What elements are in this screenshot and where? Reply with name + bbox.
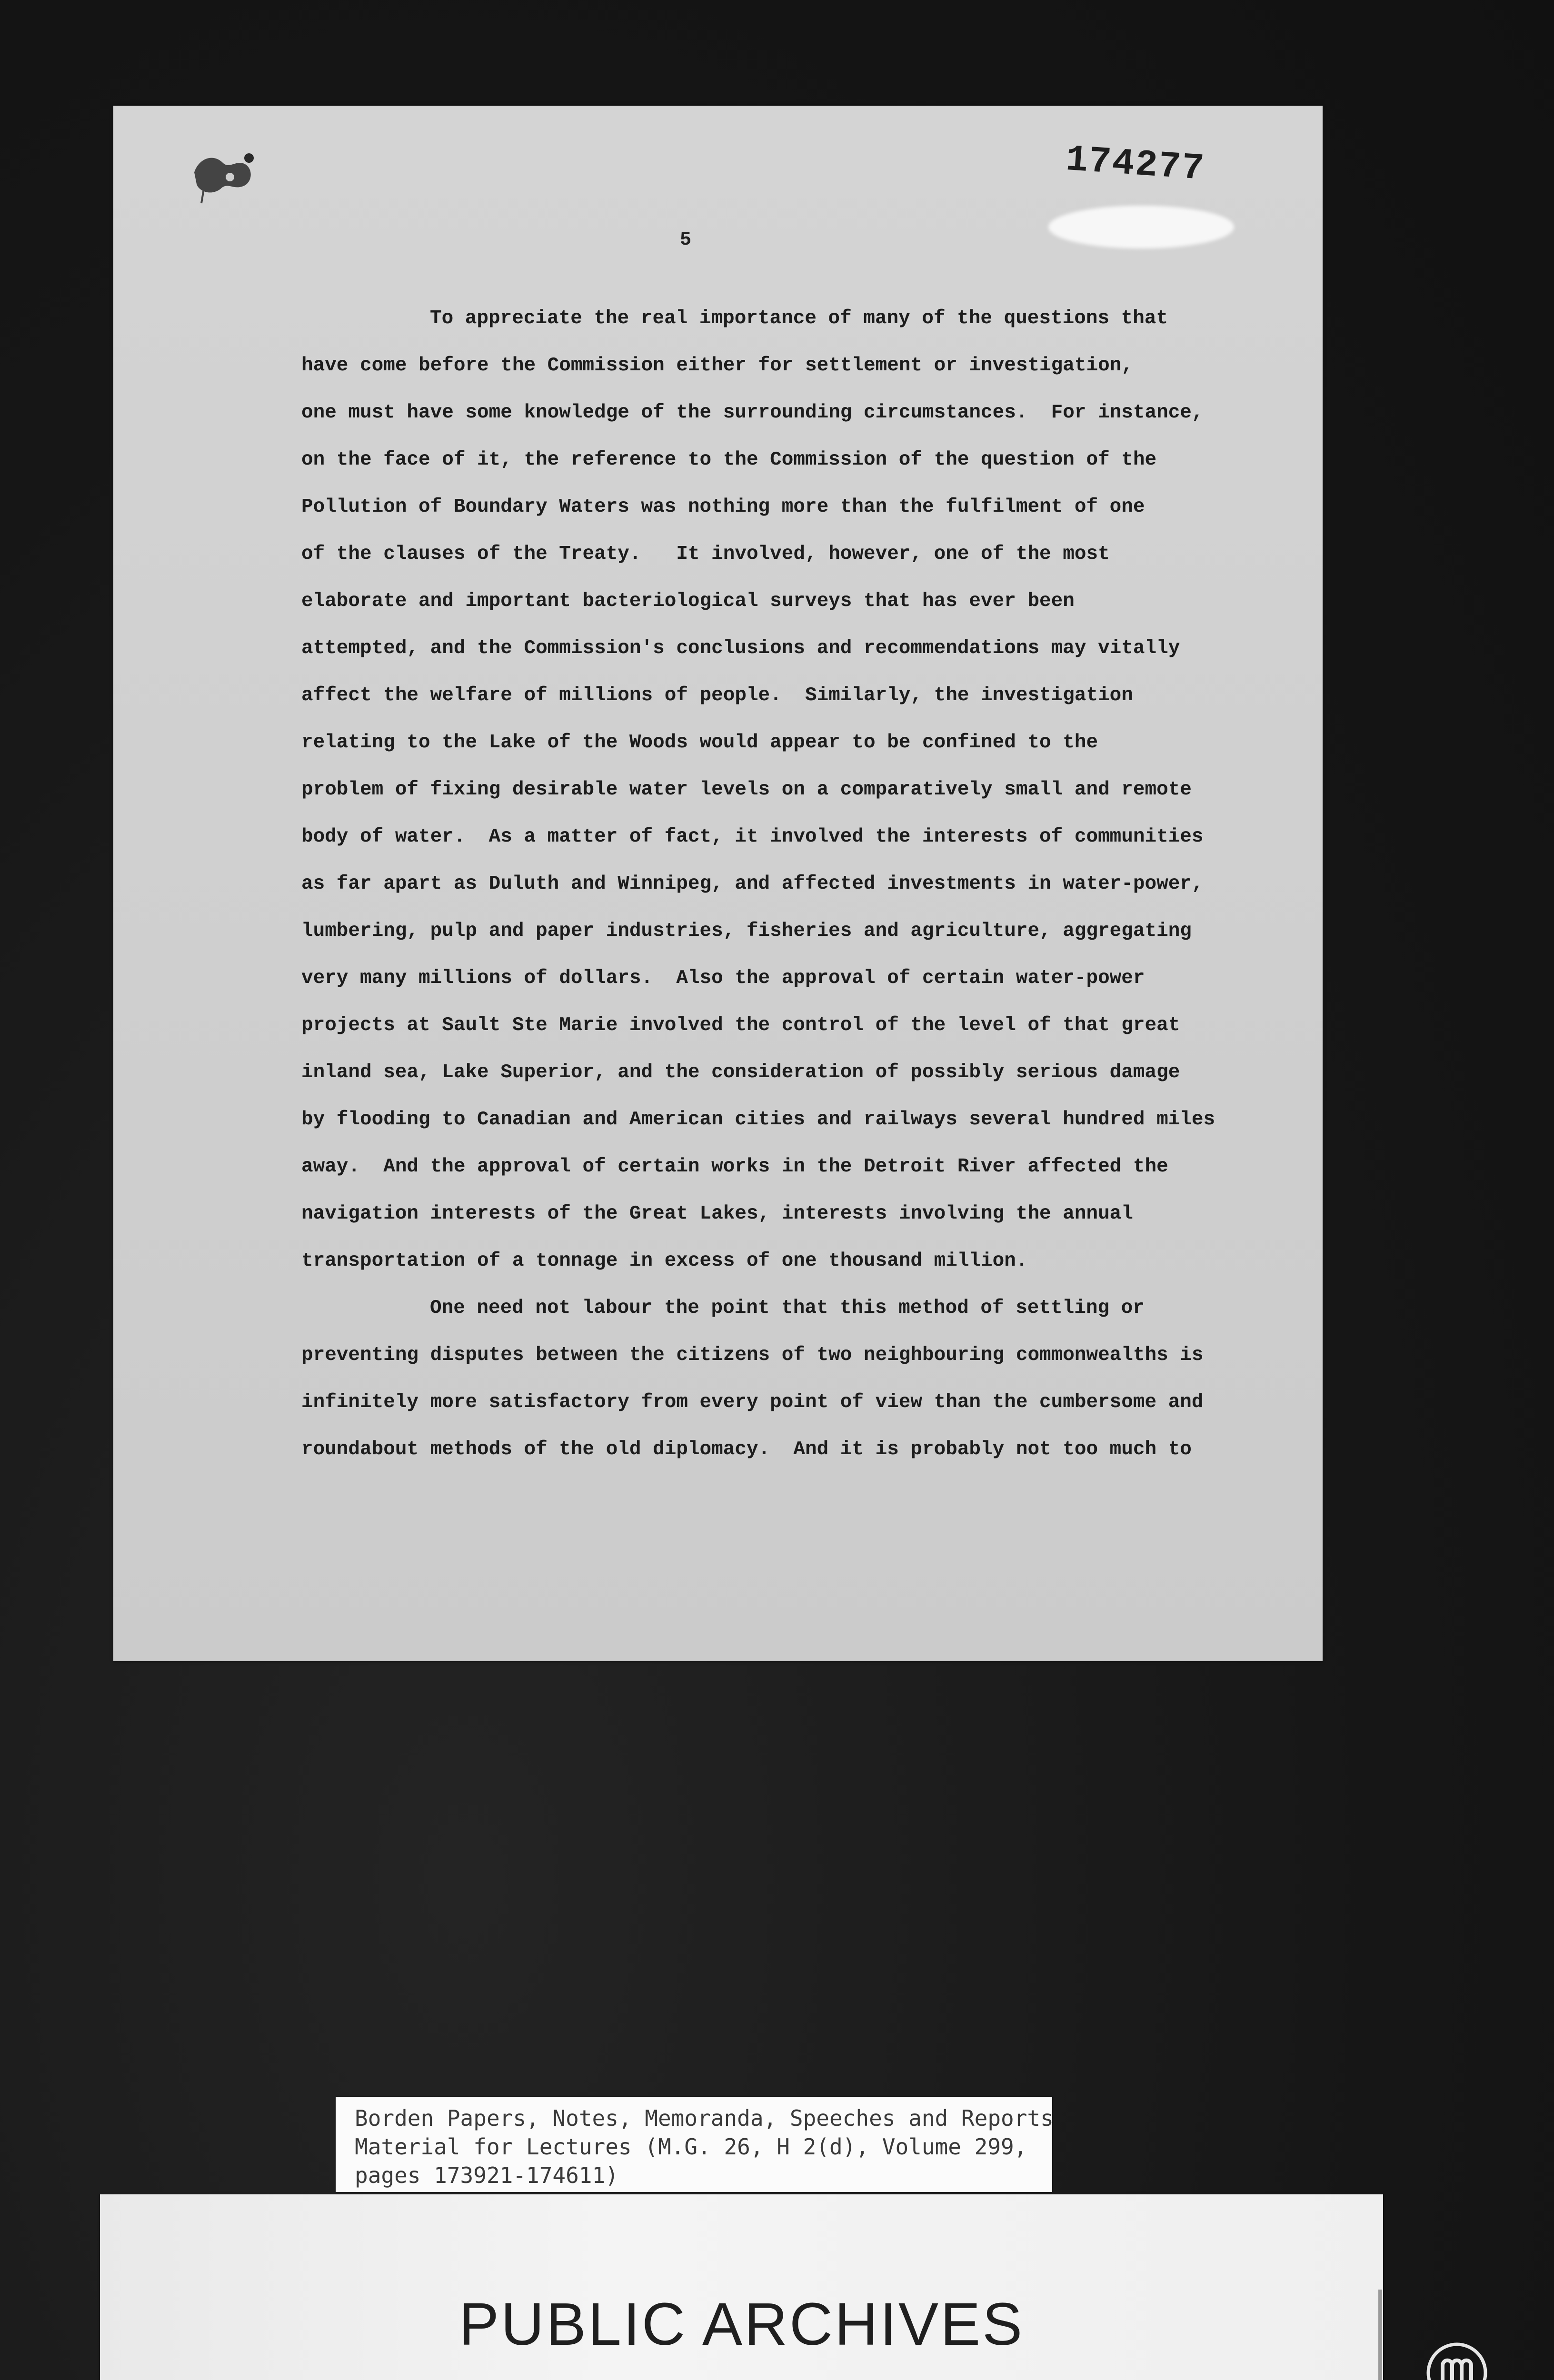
text-line: on the face of it, the reference to the Commission of the question of the bbox=[301, 449, 1157, 471]
text-line: navigation interests of the Great Lakes, interests involving the annual bbox=[301, 1203, 1133, 1225]
text-line: infinitely more satisfactory from every point of view than the cumbersome and bbox=[301, 1391, 1204, 1413]
label-line-pages: pages 173921-174611) bbox=[355, 2162, 618, 2188]
archive-card bbox=[100, 2194, 1383, 2380]
typed-body-text bbox=[301, 295, 1315, 1473]
text-line: of the clauses of the Treaty. It involved, however, one of the most bbox=[301, 543, 1110, 565]
text-line: problem of fixing desirable water levels on a comparatively small and remote bbox=[301, 779, 1192, 801]
text-line: have come before the Commission either for settlement or investigation, bbox=[301, 355, 1133, 377]
text-line: body of water. As a matter of fact, it involved the interests of communities bbox=[301, 826, 1204, 848]
collection-label bbox=[336, 2097, 1052, 2192]
text-line: Pollution of Boundary Waters was nothing more than the fulfilment of one bbox=[301, 496, 1145, 518]
text-line: away. And the approval of certain works in the Detroit River affected the bbox=[301, 1156, 1168, 1178]
document-page bbox=[113, 106, 1323, 1661]
text-line: inland sea, Lake Superior, and the consideration of possibly serious damage bbox=[301, 1061, 1180, 1083]
text-line: as far apart as Duluth and Winnipeg, and affected investments in water-power, bbox=[301, 873, 1204, 895]
text-line: elaborate and important bacteriological surveys that has ever been bbox=[301, 590, 1075, 612]
text-line: lumbering, pulp and paper industries, fisheries and agriculture, aggregating bbox=[301, 920, 1192, 942]
archive-title-english: PUBLIC ARCHIVES bbox=[458, 2291, 1025, 2358]
text-line: projects at Sault Ste Marie involved the control of the level of that great bbox=[301, 1014, 1180, 1036]
label-line-collection: Borden Papers, Notes, Memoranda, Speeches and Reports bbox=[355, 2105, 1054, 2131]
card-edge-divider bbox=[1378, 2290, 1382, 2380]
text-line: one must have some knowledge of the surrounding circumstances. For instance, bbox=[301, 402, 1204, 424]
text-line: One need not labour the point that this method of settling or bbox=[430, 1297, 1145, 1319]
text-line: very many millions of dollars. Also the approval of certain water-power bbox=[301, 967, 1145, 989]
text-line: attempted, and the Commission's conclusions and recommendations may vitally bbox=[301, 637, 1180, 659]
text-line: transportation of a tonnage in excess of one thousand million. bbox=[301, 1250, 1028, 1272]
ink-smudge-icon bbox=[185, 144, 261, 206]
page-number: 5 bbox=[680, 229, 692, 251]
text-line: To appreciate the real importance of many of the questions that bbox=[430, 307, 1168, 329]
white-correction-blot bbox=[1048, 206, 1234, 248]
text-line: roundabout methods of the old diplomacy. And it is probably not too much to bbox=[301, 1438, 1192, 1460]
text-line: by flooding to Canadian and American cities and railways several hundred miles bbox=[301, 1109, 1215, 1130]
text-line: affect the welfare of millions of people. Similarly, the investigation bbox=[301, 684, 1133, 706]
text-line: preventing disputes between the citizens of two neighbouring commonwealths is bbox=[301, 1344, 1204, 1366]
document-number: 174277 bbox=[1064, 139, 1206, 191]
microfilm-seal-icon bbox=[1424, 2340, 1490, 2380]
text-line: relating to the Lake of the Woods would appear to be confined to the bbox=[301, 732, 1098, 754]
label-line-material: Material for Lectures (M.G. 26, H 2(d), Volume 299, bbox=[355, 2134, 1027, 2160]
